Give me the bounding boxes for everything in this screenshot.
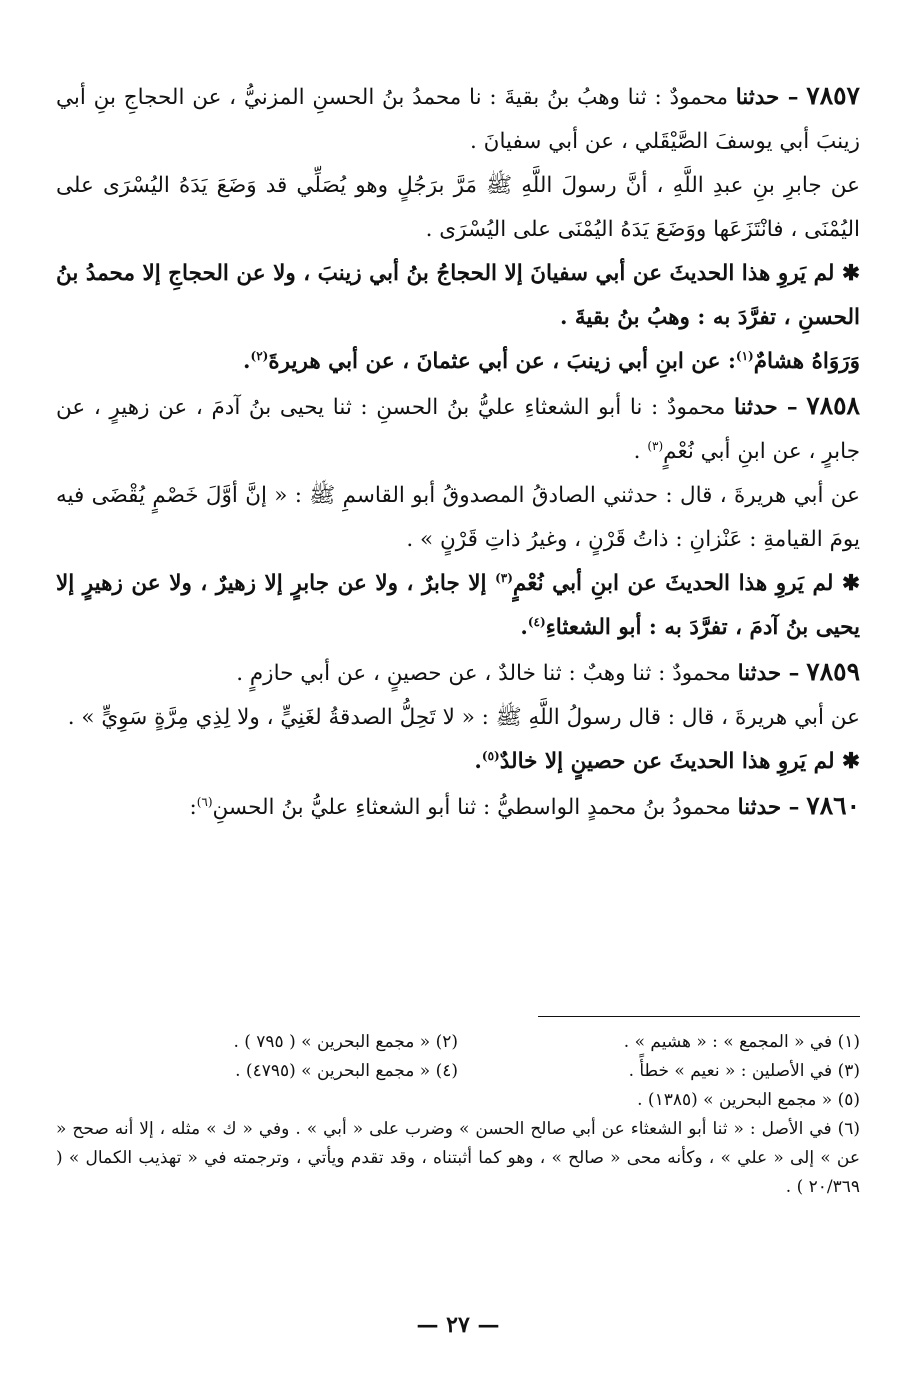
- footnote-3: (٣) في الأصلين : « نعيم » خطأً .: [628, 1061, 860, 1081]
- footnote-4: (٤) « مجمع البحرين » (٤٧٩٥) .: [235, 1061, 458, 1081]
- isnad-text: محمودٌ : ثنا وهبٌ : ثنا خالدٌ ، عن حصينٍ ، عن أبي حازمٍ .: [236, 661, 731, 686]
- footnote-ref[interactable]: (٣): [647, 438, 664, 453]
- hadith-7858-isnad: [56, 384, 860, 474]
- hadith-lead: – حدثنا: [737, 661, 800, 686]
- riwaya-end: .: [243, 349, 251, 374]
- riwaya-text-a: وَرَوَاهُ هشامٌ: [753, 349, 860, 374]
- isnad-end: .: [633, 439, 641, 464]
- footnote-ref[interactable]: (٢): [250, 348, 269, 363]
- footnote-row: [56, 1086, 860, 1115]
- hadith-number: ٧٨٥٨: [806, 391, 860, 420]
- hadith-7857-matn: عن جابرِ بنِ عبدِ اللَّهِ ، أنَّ رسولَ اللَّهِ ﷺ مَرَّ برَجُلٍ وهو يُصَلِّي قد وَضَعَ يَدَهُ اليُسْرَى على اليُمْنَى ، فانْتَزَعَها ووَضَعَ يَدَهُ اليُمْنَى على اليُسْرَى .: [56, 173, 860, 242]
- riwaya-text-b: : عن ابنِ أبي زينبَ ، عن أبي عثمانَ ، عن أبي هريرةَ: [268, 349, 736, 374]
- hadith-7857-isnad: [56, 74, 860, 164]
- footnote-ref[interactable]: (٣): [495, 570, 513, 585]
- note-text-b: إلا جابرٌ ، ولا عن جابرٍ إلا زهيرٌ ، ولا عن زهيرٍ إلا يحيى بنُ آدمَ ، تفرَّدَ به : أبو الشعثاءِ: [56, 571, 860, 640]
- hadith-lead: – حدثنا: [734, 395, 798, 420]
- hadith-7859-matn: عن أبي هريرةَ ، قال : قال رسولُ اللَّهِ ﷺ : « لا تَحِلُّ الصدقةُ لغَنِيٍّ ، ولا لِذِي مِرَّةٍ سَوِيٍّ » .: [67, 705, 860, 730]
- footnotes: [56, 1028, 860, 1202]
- footnote-ref[interactable]: (١): [735, 348, 754, 363]
- footnote-ref[interactable]: (٦): [196, 794, 213, 809]
- footnote-ref[interactable]: (٥): [481, 748, 500, 763]
- isnad-text: محمودُ بنُ محمدٍ الواسطيُّ : ثنا أبو الشعثاءِ عليُّ بنُ الحسنِ: [212, 795, 731, 820]
- hadith-7859-note: [56, 740, 860, 784]
- hadith-7857-riwaya: [56, 340, 860, 384]
- footnote-1: (١) في « المجمع » : « هشيم » .: [623, 1032, 860, 1052]
- note-end: .: [474, 749, 482, 774]
- footnote-2: (٢) « مجمع البحرين » ( ٧٩٥ ) .: [233, 1032, 458, 1052]
- footnote-row: [56, 1028, 860, 1057]
- hadith-number: ٧٨٦٠: [806, 791, 860, 820]
- hadith-7857-note: ✱ لم يَروِ هذا الحديثَ عن أبي سفيانَ إلا الحجاجُ بنُ أبي زينبَ ، ولا عن الحجاجِ إلا محمدُ بنُ الحسنِ ، تفرَّدَ به : وهبُ بنُ بقيةَ .: [56, 261, 860, 330]
- hadith-7858-matn: عن أبي هريرةَ ، قال : حدثني الصادقُ المصدوقُ أبو القاسمِ ﷺ : « إنَّ أوَّلَ خَصْمٍ يُقْضَى فيه يومَ القيامةِ : عَنْزانِ : ذاتُ قَرْنٍ ، وغيرُ ذاتِ قَرْنٍ » .: [56, 483, 860, 552]
- hadith-number: ٧٨٥٧: [806, 81, 860, 110]
- footnote-row: [56, 1057, 860, 1086]
- isnad-text: محمودٌ : ثنا وهبُ بنُ بقيةَ : نا محمدُ بنُ الحسنِ المزنيُّ ، عن الحجاجِ بنِ أبي زينبَ أبي يوسفَ الصَّيْقَلي ، عن أبي سفيانَ .: [56, 85, 860, 154]
- footnote-6: (٦) في الأصل : « ثنا أبو الشعثاء عن أبي صالح الحسن » وضرب على « أبي » . وفي « ك » مثله ، إلا أنه صحح « عن » إلى « علي » ، وكأنه محى « صالح » ، وهو كما أثبتناه ، وقد تقدم ويأتي ، وترجمته في « تهذيب الكمال » ( ٢٠/٣٦٩ ) .: [56, 1119, 860, 1197]
- footnote-5: (٥) « مجمع البحرين » (١٣٨٥) .: [637, 1090, 860, 1110]
- page-number: — ٢٧ —: [416, 1312, 500, 1338]
- isnad-end: :: [189, 795, 197, 820]
- hadith-lead: – حدثنا: [737, 795, 800, 820]
- hadith-7858-note: [56, 562, 860, 650]
- hadith-7859-isnad: [56, 650, 860, 696]
- hadith-7860-isnad: [56, 784, 860, 830]
- hadith-lead: – حدثنا: [735, 85, 799, 110]
- note-text-a: ✱ لم يَروِ هذا الحديثَ عن ابنِ أبي نُعْمٍ: [512, 571, 860, 596]
- footnote-divider: [538, 1016, 860, 1017]
- main-text: [56, 74, 860, 830]
- footnote-ref[interactable]: (٤): [527, 614, 546, 629]
- isnad-text: محمودٌ : نا أبو الشعثاءِ عليُّ بنُ الحسنِ : ثنا يحيى بنُ آدمَ ، عن زهيرٍ ، عن جابرٍ ، عن ابنِ أبي نُعْمٍ: [56, 395, 860, 464]
- note-text: ✱ لم يَروِ هذا الحديثَ عن حصينٍ إلا خالدٌ: [499, 749, 860, 774]
- note-end: .: [520, 615, 528, 640]
- hadith-number: ٧٨٥٩: [806, 657, 860, 686]
